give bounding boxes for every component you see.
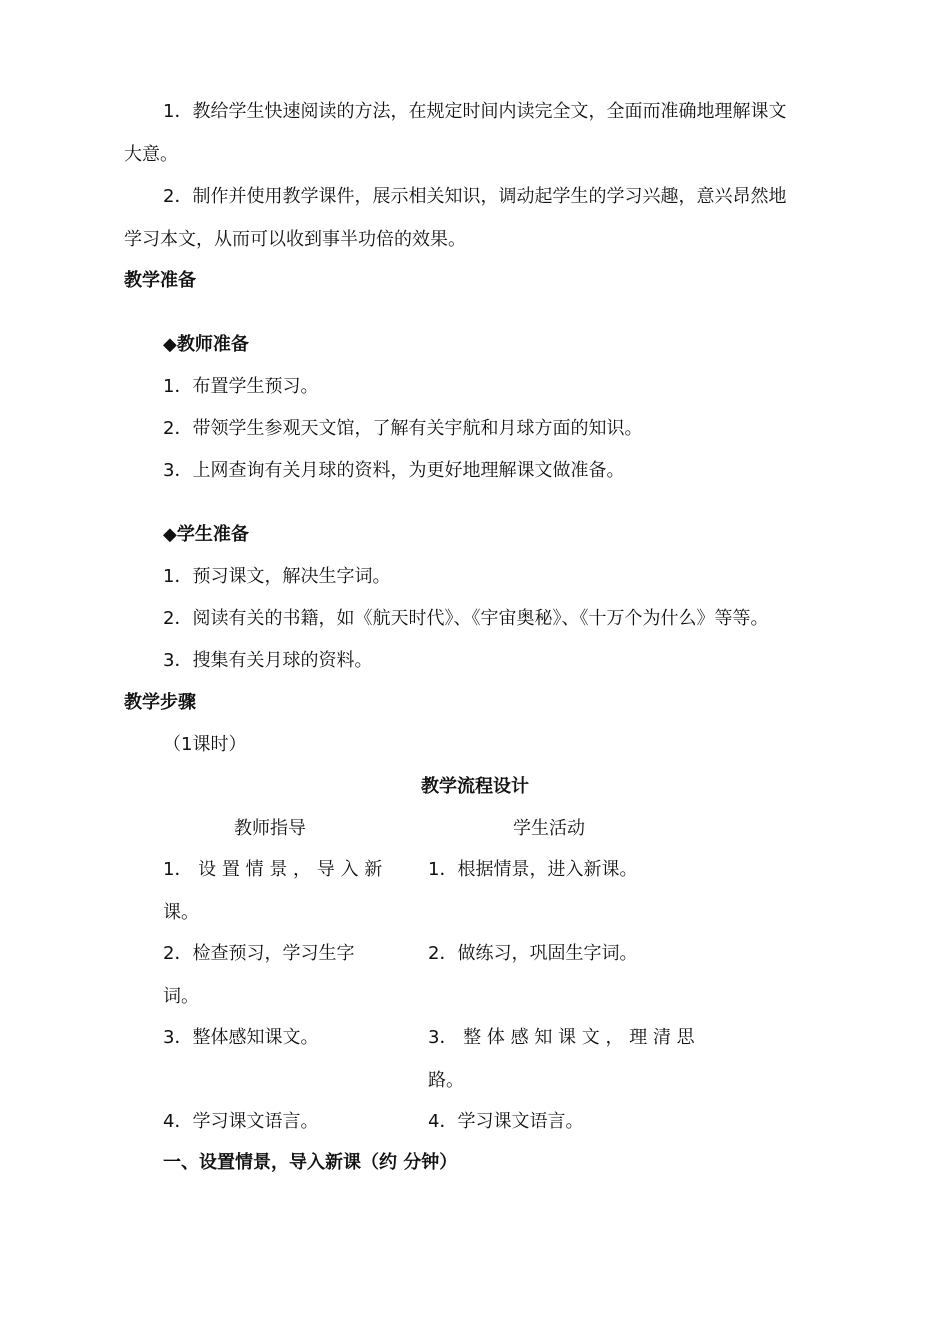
teacher-step-1-cont: 课。: [163, 902, 199, 923]
teacher-step-2-cont: 词。: [163, 986, 199, 1007]
student-step-3: 3． 整 体 感 知 课 文 ， 理 清 思: [428, 1027, 695, 1048]
student-prep-heading: ◆学生准备: [163, 524, 249, 545]
section-1-heading: 一、设置情景，导入新课（约 分钟）: [163, 1152, 458, 1173]
student-step-3-cont: 路。: [428, 1070, 464, 1091]
objective-1-line-1: 1．教给学生快速阅读的方法，在规定时间内读完全文，全面而准确地理解课文: [163, 101, 787, 122]
col-header-teacher: 教师指导: [234, 818, 306, 839]
teacher-prep-item: 2．带领学生参观天文馆，了解有关宇航和月球方面的知识。: [163, 418, 643, 439]
objective-1-line-2: 大意。: [124, 144, 178, 165]
student-step-2: 2．做练习，巩固生字词。: [428, 943, 638, 964]
teacher-step-2: 2．检查预习，学习生字: [163, 943, 355, 964]
student-step-1: 1．根据情景，进入新课。: [428, 859, 638, 880]
col-header-student: 学生活动: [513, 818, 585, 839]
student-prep-item: 2．阅读有关的书籍，如《航天时代》、《宇宙奥秘》、《十万个为什么》等等。: [163, 608, 769, 629]
steps-duration: （1课时）: [163, 734, 247, 755]
student-step-4: 4．学习课文语言。: [428, 1111, 584, 1132]
steps-heading: 教学步骤: [124, 692, 196, 713]
teacher-step-4: 4．学习课文语言。: [163, 1111, 319, 1132]
objective-2-line-1: 2．制作并使用教学课件，展示相关知识，调动起学生的学习兴趣，意兴昂然地: [163, 186, 787, 207]
student-prep-item: 3．搜集有关月球的资料。: [163, 650, 373, 671]
flow-title: 教学流程设计: [421, 776, 529, 797]
teacher-prep-item: 3．上网查询有关月球的资料，为更好地理解课文做准备。: [163, 460, 625, 481]
prep-heading: 教学准备: [124, 270, 196, 291]
objective-2-line-2: 学习本文，从而可以收到事半功倍的效果。: [124, 229, 466, 250]
teacher-step-3: 3．整体感知课文。: [163, 1027, 319, 1048]
teacher-prep-heading: ◆教师准备: [163, 334, 249, 355]
teacher-step-1: 1． 设 置 情 景 ， 导 入 新: [163, 859, 383, 880]
student-prep-item: 1．预习课文，解决生字词。: [163, 566, 391, 587]
teacher-prep-item: 1．布置学生预习。: [163, 376, 319, 397]
